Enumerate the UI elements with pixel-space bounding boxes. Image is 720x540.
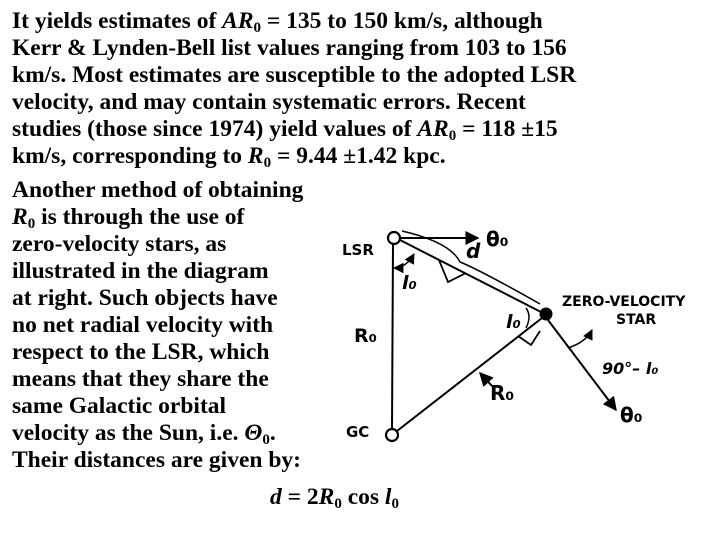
para2-line9: same Galactic orbital <box>12 393 227 419</box>
zero-velocity-diagram <box>340 200 710 460</box>
para2-line6: no net radial velocity with <box>12 312 274 338</box>
para1-line6: km/s, corresponding to $R_0 = 9.44 \pm 1.42$ kpc. <box>12 143 446 171</box>
gc-star-line <box>397 318 542 431</box>
theta-top-label: θ₀ <box>486 227 509 251</box>
para2-line2: $R_0$ is through the use of <box>12 204 245 232</box>
r0-line <box>392 244 393 429</box>
distance-formula: $d = 2R_0$ $\cos l_0$ <box>270 484 399 512</box>
para1-line5: studies (those since 1974) yield values of $AR_0 = 118 \pm 15$ <box>12 116 558 144</box>
l0-arc-star <box>526 308 529 328</box>
lsr-point <box>388 232 400 244</box>
r0-left-label: R₀ <box>354 325 377 347</box>
para2-line7: respect to the LSR, which <box>12 339 270 365</box>
l0-left-label: l₀ <box>402 272 417 294</box>
lsr-label: LSR <box>342 241 374 259</box>
gc-point <box>386 429 398 441</box>
para2-line11: Their distances are given by: <box>12 447 301 473</box>
para2-line5: at right. Such objects have <box>12 285 278 311</box>
paragraph-estimates <box>12 8 576 170</box>
d-label: d <box>466 239 481 263</box>
theta-bottom-label: θ₀ <box>620 403 643 427</box>
r0-right-label: R₀ <box>490 381 515 405</box>
l0-arc-lsr <box>394 254 414 268</box>
angle-label: 90°– l₀ <box>602 359 659 378</box>
star-label: STAR <box>616 312 657 328</box>
para2-line10: velocity as the Sun, i.e. $\Theta_0$. <box>12 420 276 448</box>
paragraph-zero-velocity <box>12 177 303 474</box>
zero-velocity-label: ZERO-VELOCITY <box>562 294 686 310</box>
l0-right-label: l₀ <box>506 311 521 333</box>
para1-line2: Kerr & Lynden-Bell list values ranging from 103 to 156 <box>12 35 567 61</box>
para2-line1: Another method of obtaining <box>12 177 304 203</box>
para2-line3: zero-velocity stars, as <box>12 231 227 257</box>
para2-line4: illustrated in the diagram <box>12 258 269 284</box>
angle-arc-star <box>568 330 592 348</box>
gc-label: GC <box>346 423 370 441</box>
para1-line3: km/s. Most estimates are susceptible to the adopted LSR <box>12 62 577 88</box>
para1-line4: velocity, and may contain systematic errors. Recent <box>12 89 526 115</box>
para2-line8: means that they share the <box>12 366 269 392</box>
para1-line1: It yields estimates of $AR_0 = 135$ to 150 km/s, although <box>12 8 543 36</box>
